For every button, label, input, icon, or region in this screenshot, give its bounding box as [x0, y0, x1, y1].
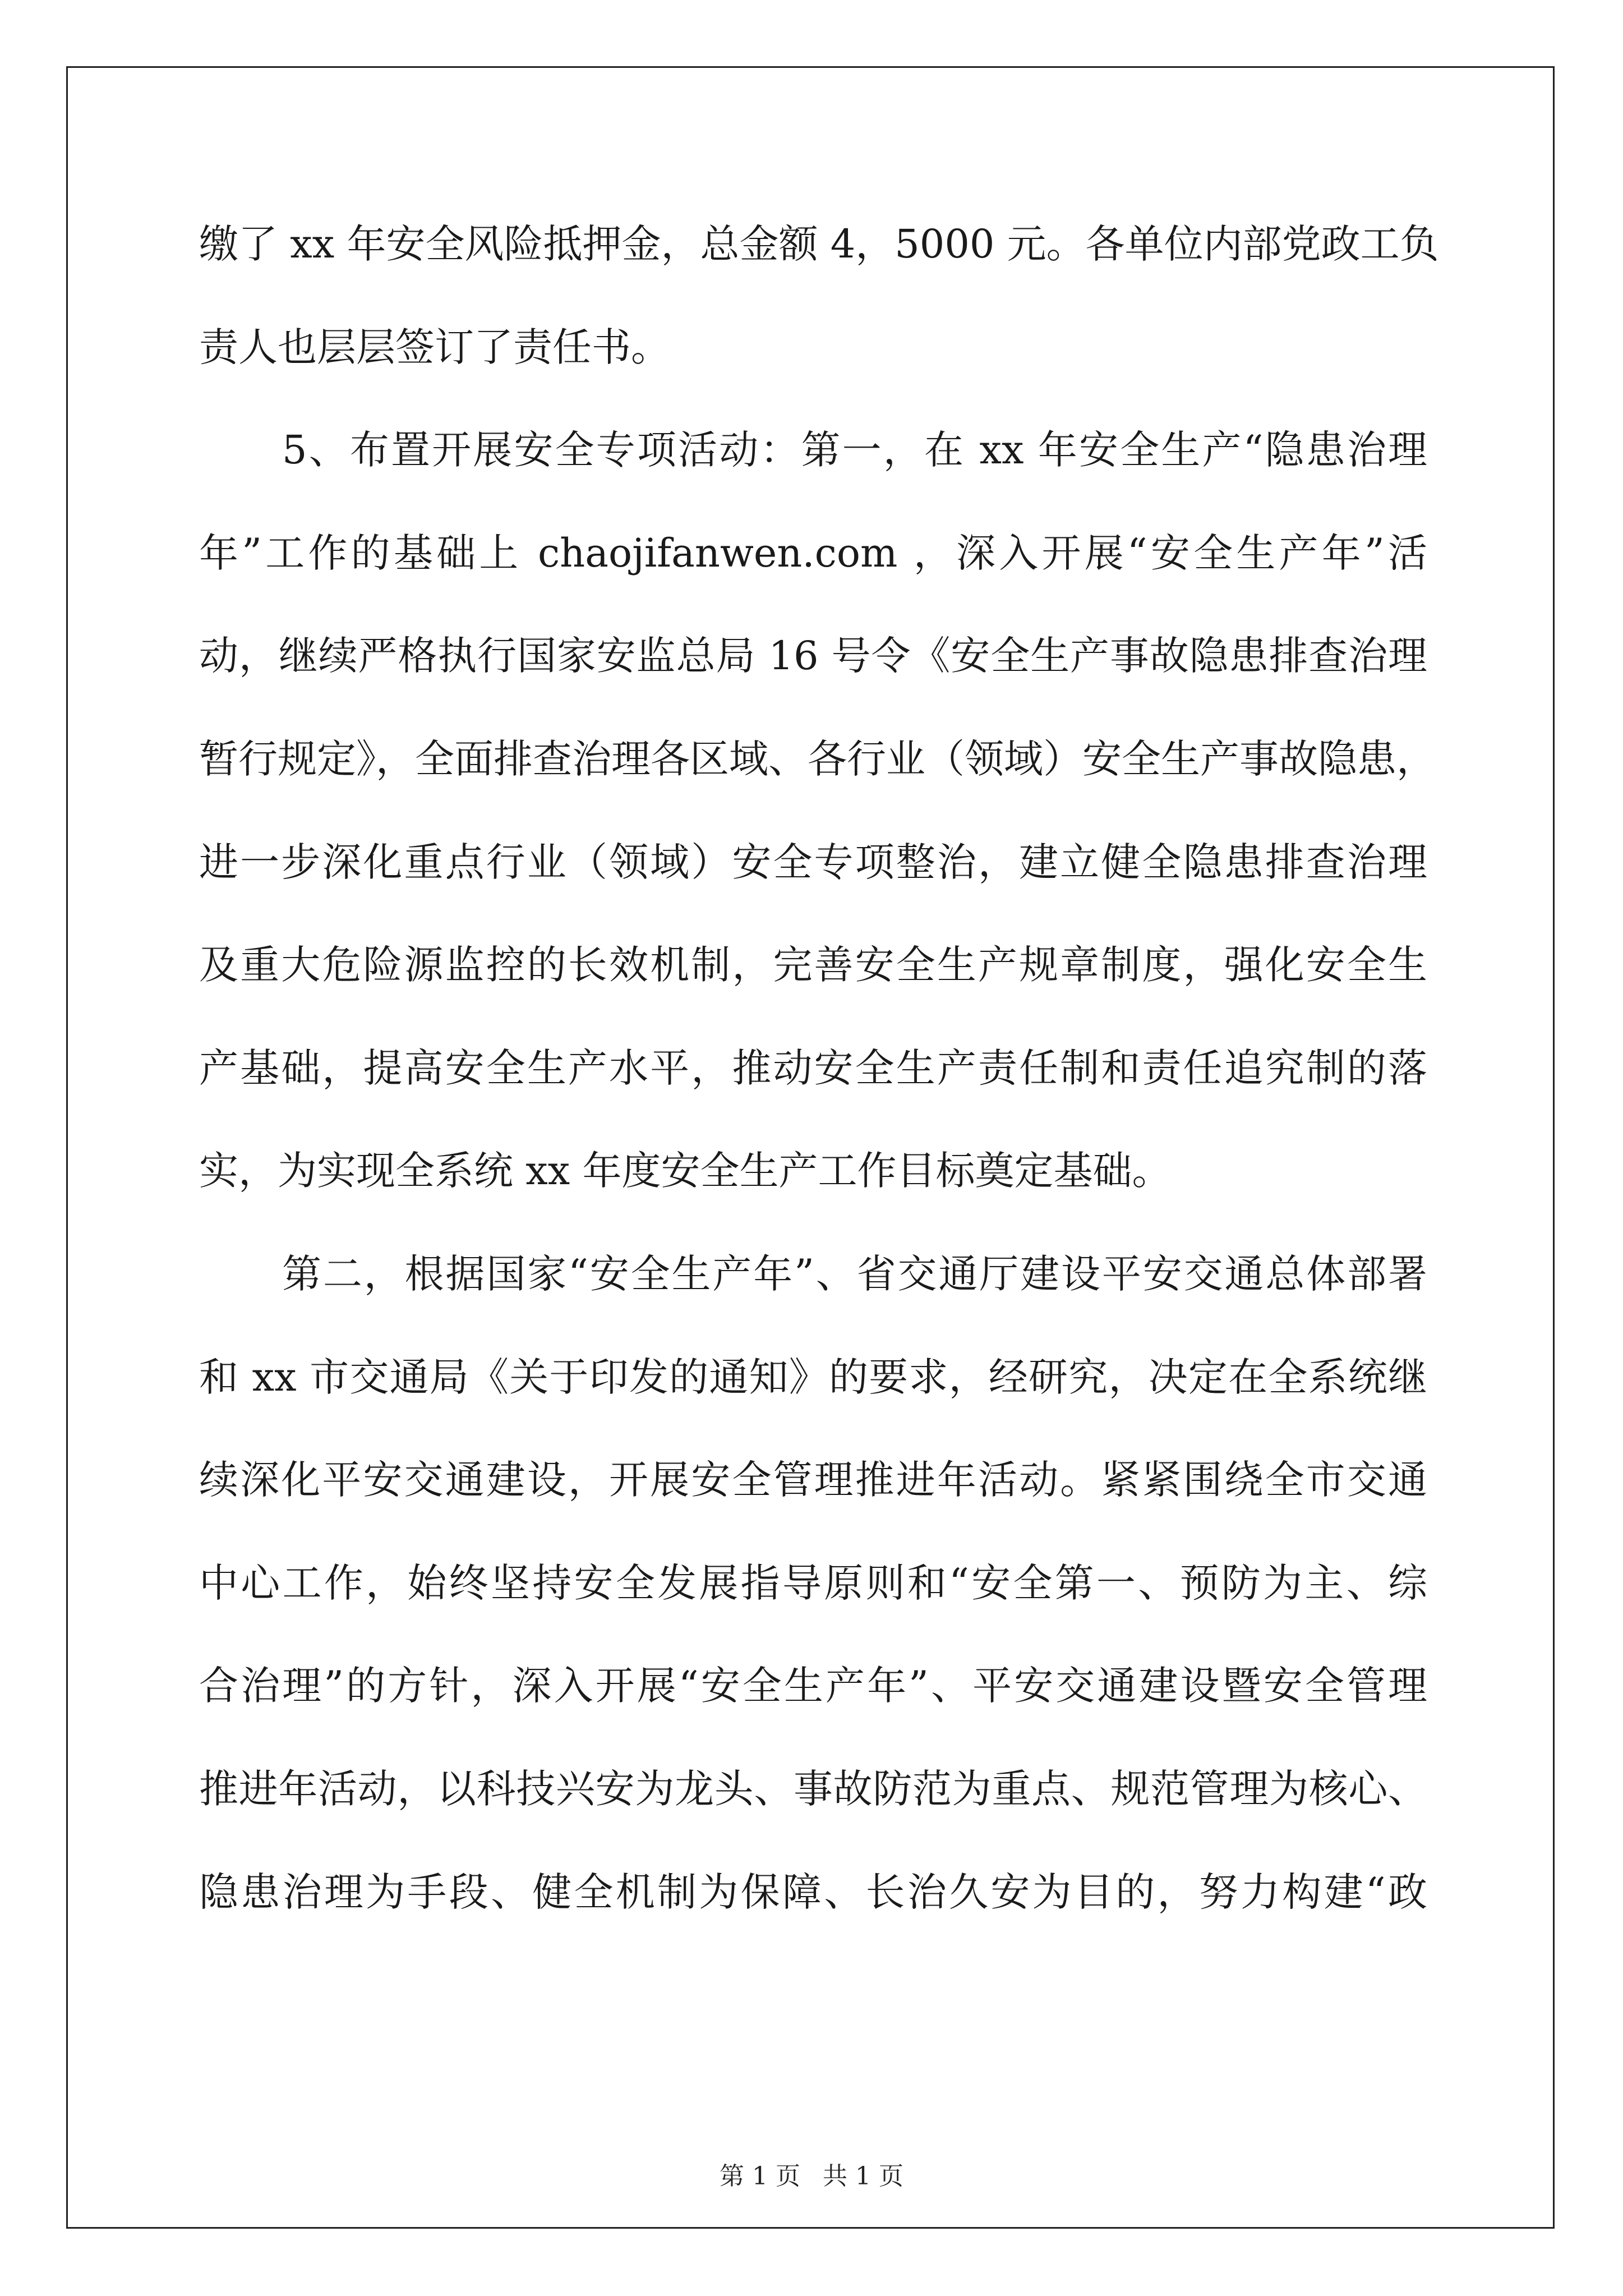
- text-line: 隐患治理为手段、健全机制为保障、长治久安为目的，努力构建“政: [199, 1869, 1427, 1915]
- page-number-total: 共 1 页: [823, 2162, 903, 2191]
- text-line: 合治理”的方针，深入开展“安全生产年”、平安交通建设暨安全管理: [199, 1663, 1427, 1709]
- text-line: 责人也层层签订了责任书。: [199, 324, 670, 370]
- text-line: 动，继续严格执行国家安监总局 16 号令《安全生产事故隐患排查治理: [199, 633, 1427, 679]
- text-line: 续深化平安交通建设，开展安全管理推进年活动。紧紧围绕全市交通: [199, 1457, 1427, 1503]
- text-line: 年”工作的基础上 chaojifanwen.com ，深入开展“安全生产年”活: [199, 530, 1427, 576]
- text-line: 中心工作，始终坚持安全发展指导原则和“安全第一、预防为主、综: [199, 1559, 1427, 1606]
- page-number-current: 第 1 页: [720, 2162, 800, 2191]
- document-body: [199, 216, 1439, 1967]
- paragraph-first-line: 第二，根据国家“安全生产年”、省交通厅建设平安交通总体部署: [282, 1250, 1427, 1297]
- paragraph-first-line: 5、布置开展安全专项活动：第一，在 xx 年安全生产“隐患治理: [282, 427, 1427, 473]
- text-line: 实，为实现全系统 xx 年度安全生产工作目标奠定基础。: [199, 1148, 1172, 1194]
- text-line: 推进年活动，以科技兴安为龙头、事故防范为重点、规范管理为核心、: [199, 1765, 1427, 1812]
- text-line: 缴了 xx 年安全风险抵押金，总金额 4，5000 元。各单位内部党政工负: [199, 221, 1439, 267]
- text-line: 产基础，提高安全生产水平，推动安全生产责任制和责任追究制的落: [199, 1045, 1427, 1091]
- text-line: 和 xx 市交通局《关于印发的通知》的要求，经研究，决定在全系统继: [199, 1354, 1427, 1400]
- text-line: 进一步深化重点行业（领域）安全专项整治，建立健全隐患排查治理: [199, 839, 1427, 885]
- text-line: 暂行规定》，全面排查治理各区域、各行业（领域）安全生产事故隐患，: [199, 735, 1436, 782]
- text-line: 及重大危险源监控的长效机制，完善安全生产规章制度，强化安全生: [199, 942, 1427, 988]
- page-footer: [0, 2160, 1623, 2193]
